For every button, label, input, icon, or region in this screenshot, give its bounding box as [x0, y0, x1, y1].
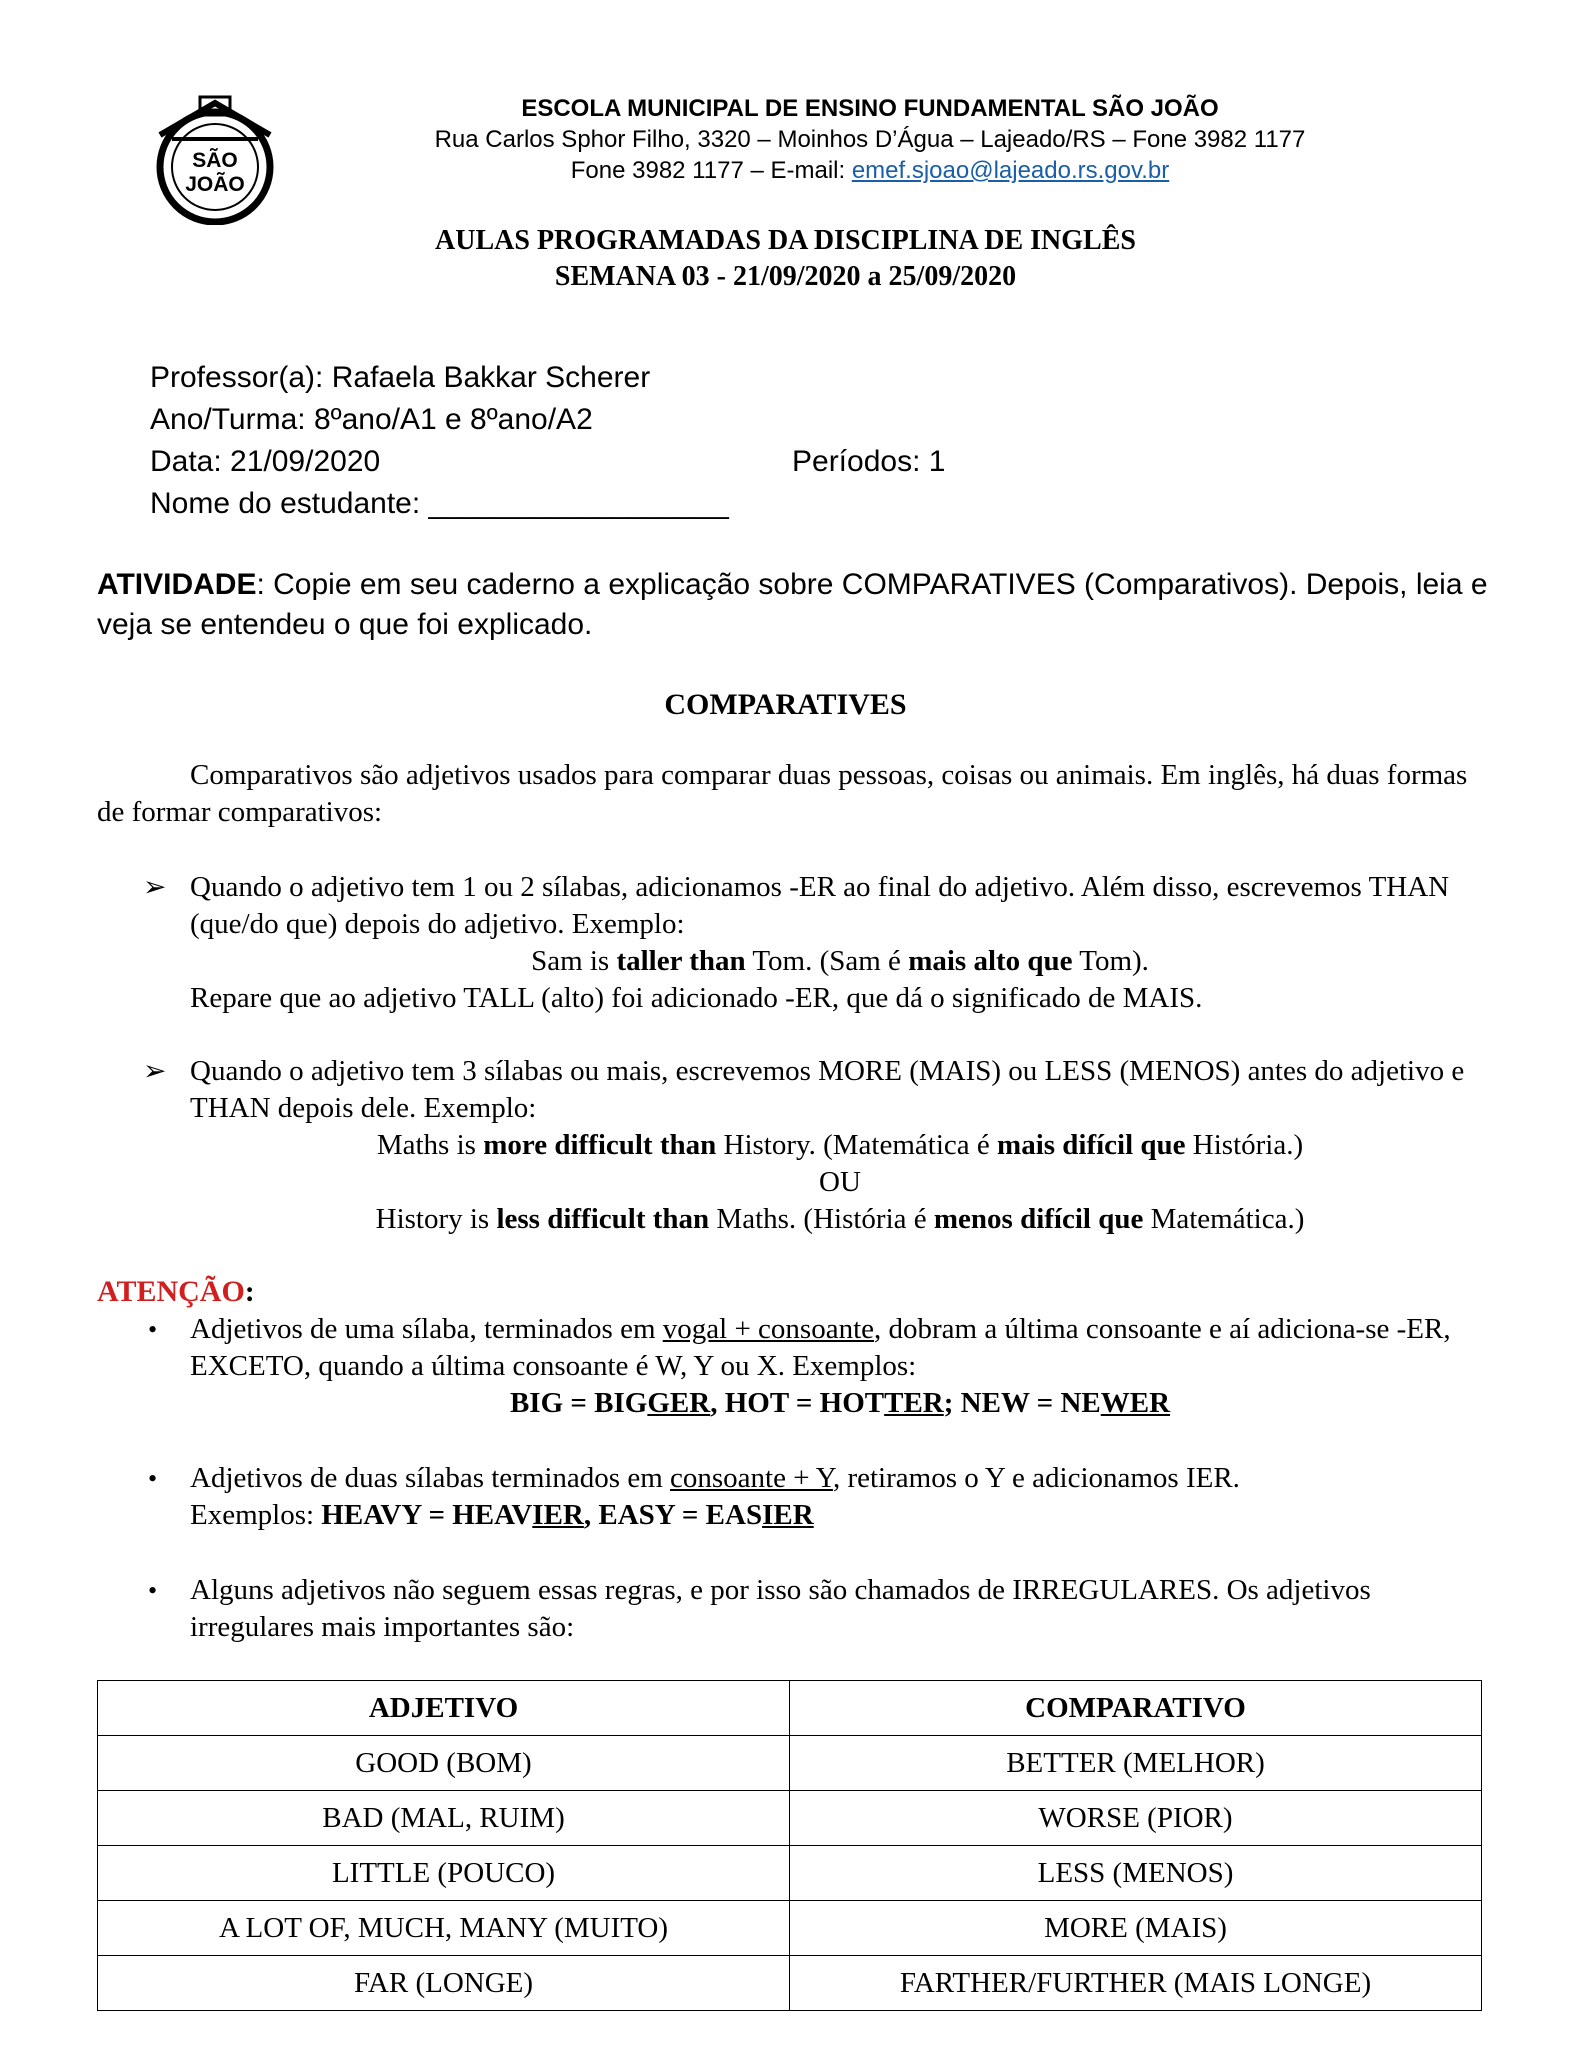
intro-paragraph: Comparativos são adjetivos usados para comparar duas pessoas, coisas ou animais. Em inglês, há duas formas de formar comparativos: [97, 759, 1468, 828]
arrow-bullet-icon: ➢ [143, 1056, 167, 1087]
table-header-comparativo: COMPARATIVO [790, 1681, 1482, 1736]
bullet1-examples: BIG = BIGGER, HOT = HOTTER; NEW = NEWER [509, 1387, 1171, 1419]
table-cell: GOOD (BOM) [98, 1736, 790, 1791]
bullet-irregulars: Alguns adjetivos não seguem essas regras, e por isso são chamados de IRREGULARES. Os adjetivos irregulares mais importantes são: [190, 1574, 1371, 1643]
logo-text-bottom: JOÃO [185, 173, 245, 196]
bullet2-examples: Exemplos: HEAVY = HEAVIER, EASY = EASIER [190, 1499, 814, 1531]
student-name-line: Nome do estudante: __________________ [150, 487, 729, 520]
bullet-y-to-ier [190, 1460, 1490, 1534]
bullet1-text: Adjetivos de uma sílaba, terminados em vogal + consoante, dobram a última consoante e aí adiciona-se -ER, EXCETO, quando a última consoante é W, Y ou X. Exemplos: [190, 1313, 1451, 1382]
table-cell: MORE (MAIS) [790, 1901, 1482, 1956]
bullet-dot-icon: • [148, 1315, 158, 1344]
professor-line: Professor(a): Rafaela Bakkar Scherer [150, 361, 651, 394]
rule2-example-2: History is less difficult than Maths. (História é menos difícil que Matemática.) [375, 1203, 1305, 1235]
bullet2-text: Adjetivos de duas sílabas terminados em consoante + Y, retiramos o Y e adicionamos IER. [190, 1462, 1240, 1494]
school-name: ESCOLA MUNICIPAL DE ENSINO FUNDAMENTAL SÃO JOÃO [521, 95, 1219, 122]
table-row [98, 1791, 1482, 1846]
table-cell: BETTER (MELHOR) [790, 1736, 1482, 1791]
table-row [98, 1956, 1482, 2011]
contact-prefix: Fone 3982 1177 – E-mail: [570, 157, 852, 184]
table-row [98, 1736, 1482, 1791]
rule1-note: Repare que ao adjetivo TALL (alto) foi adicionado -ER, que dá o significado de MAIS. [190, 982, 1203, 1014]
logo-text-top: SÃO [192, 149, 238, 172]
arrow-bullet-icon: ➢ [143, 872, 167, 903]
turma-line: Ano/Turma: 8ºano/A1 e 8ºano/A2 [150, 403, 593, 436]
table-cell: A LOT OF, MUCH, MANY (MUITO) [98, 1901, 790, 1956]
school-contact [330, 156, 1410, 186]
table-cell: FARTHER/FURTHER (MAIS LONGE) [790, 1956, 1482, 2011]
table-row [98, 1846, 1482, 1901]
activity-text: : Copie em seu caderno a explicação sobre COMPARATIVES (Comparativos). Depois, leia e veja se entendeu o que foi explicado. [97, 568, 1488, 641]
activity-label: ATIVIDADE [97, 568, 257, 601]
irregular-adjectives-table [97, 1680, 1482, 2011]
periodos-line: Períodos: 1 [792, 445, 946, 478]
date-line: Data: 21/09/2020 [150, 445, 381, 478]
doc-title: AULAS PROGRAMADAS DA DISCIPLINA DE INGLÊS [435, 225, 1136, 256]
table-row [98, 1901, 1482, 1956]
rule1-example: Sam is taller than Tom. (Sam é mais alto que Tom). [531, 945, 1149, 977]
rule1-text: Quando o adjetivo tem 1 ou 2 sílabas, adicionamos -ER ao final do adjetivo. Além disso, escrevemos THAN (que/do que) depois do adjetivo. Exemplo: [190, 871, 1450, 940]
rule-long-adjectives [190, 1053, 1490, 1238]
table-cell: LESS (MENOS) [790, 1846, 1482, 1901]
school-logo [150, 95, 280, 225]
table-header-row [98, 1681, 1482, 1736]
table-cell: BAD (MAL, RUIM) [98, 1791, 790, 1846]
bullet-consonant-doubling [190, 1311, 1490, 1422]
table-header-adjetivo: ADJETIVO [98, 1681, 790, 1736]
rule2-example-1: Maths is more difficult than History. (Matemática é mais difícil que História.) [376, 1129, 1304, 1161]
section-title: COMPARATIVES [664, 688, 907, 721]
attention-heading: ATENÇÃO: [97, 1275, 255, 1308]
table-cell: LITTLE (POUCO) [98, 1846, 790, 1901]
activity-instructions [97, 565, 1497, 645]
doc-subtitle-week: SEMANA 03 - 21/09/2020 a 25/09/2020 [554, 261, 1017, 292]
school-address: Rua Carlos Sphor Filho, 3320 – Moinhos D’Água – Lajeado/RS – Fone 3982 1177 [434, 126, 1306, 153]
bullet-dot-icon: • [148, 1576, 158, 1605]
email-link[interactable]: emef.sjoao@lajeado.rs.gov.br [851, 157, 1170, 184]
table-cell: WORSE (PIOR) [790, 1791, 1482, 1846]
rule2-text: Quando o adjetivo tem 3 sílabas ou mais, escrevemos MORE (MAIS) ou LESS (MENOS) antes do adjetivo e THAN depois dele. Exemplo: [190, 1055, 1465, 1124]
rule2-or: OU [819, 1166, 861, 1198]
bullet-dot-icon: • [148, 1464, 158, 1493]
rule-short-adjectives [190, 869, 1490, 1017]
table-cell: FAR (LONGE) [98, 1956, 790, 2011]
